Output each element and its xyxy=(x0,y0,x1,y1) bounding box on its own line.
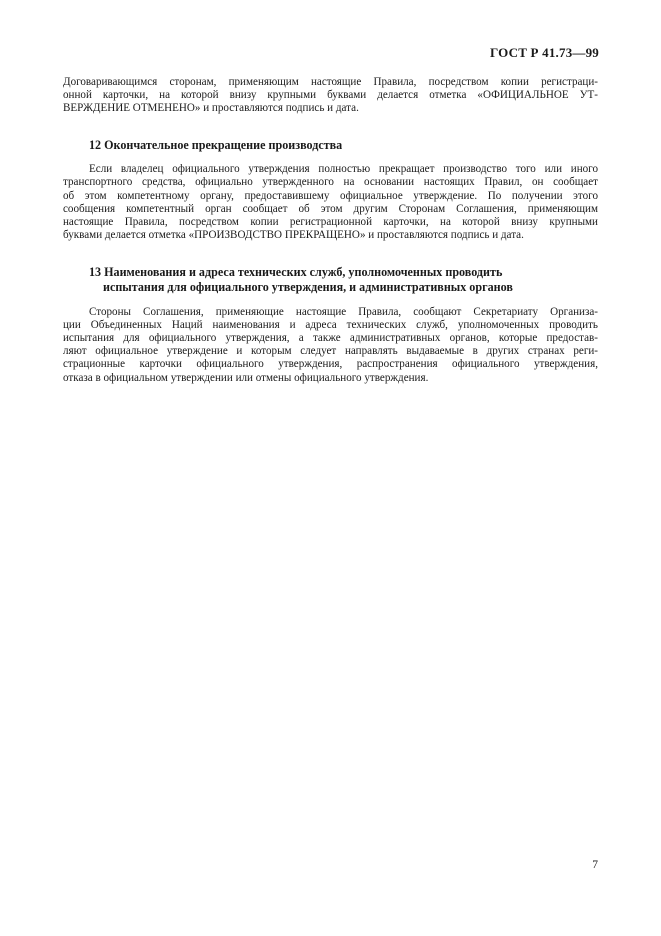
text-line: об этом компетентному органу, предоставившему официальное утверждение. По получении этого xyxy=(63,189,598,202)
text-line: ляют официальное утверждение и которым следует направлять выдаваемые в других странах реги- xyxy=(63,345,598,358)
text-line: буквами делается отметка «ПРОИЗВОДСТВО ПРЕКРАЩЕНО» и проставляются подпись и дата. xyxy=(63,229,524,242)
text-line: ции Объединенных Наций наименования и адреса технических служб, уполномоченных проводить xyxy=(63,318,598,331)
text-line: онной карточки, на которой внизу крупными буквами делается отметка «ОФИЦИАЛЬНОЕ УТ- xyxy=(63,89,598,102)
section-13-paragraph xyxy=(63,306,598,385)
text-line: страционные карточки официального утверждения, распространения официального утверждения, xyxy=(63,358,598,371)
heading-line: испытания для официального утверждения, и административных органов xyxy=(103,280,513,295)
text-line: настоящие Правила, посредством копии регистрационной карточки, на которой внизу крупными xyxy=(63,216,598,229)
text-line: ВЕРЖДЕНИЕ ОТМЕНЕНО» и проставляются подпись и дата. xyxy=(63,102,359,115)
heading-line: 12 Окончательное прекращение производства xyxy=(89,137,343,152)
text-line: испытания для официального утверждения, а также административных органов, которые предостав- xyxy=(63,332,598,345)
text-line: отказа в официальном утверждении или отмены официального утверждения. xyxy=(63,371,429,384)
text-line: Стороны Соглашения, применяющие настоящие Правила, сообщают Секретариату Организа- xyxy=(89,305,598,318)
text-line: транспортного средства, официально утвержденного на основании настоящих Правил, он сообщает xyxy=(63,176,598,189)
section-13-heading xyxy=(63,265,598,294)
section-12-paragraph xyxy=(63,163,598,242)
heading-line: 13 Наименования и адреса технических служб, уполномоченных проводить xyxy=(89,265,503,280)
document-code: ГОСТ Р 41.73—99 xyxy=(490,45,599,60)
section-12-heading xyxy=(63,138,598,153)
intro-paragraph xyxy=(63,76,598,116)
page-content xyxy=(63,76,598,385)
text-line: Если владелец официального утверждения полностью прекращает производство того или иного xyxy=(89,163,598,176)
text-line: сообщения компетентный орган сообщает об этом другим Сторонам Соглашения, применяющим xyxy=(63,202,598,215)
page-number: 7 xyxy=(592,859,598,871)
text-line: Договаривающимся сторонам, применяющим настоящие Правила, посредством копии регистраци- xyxy=(63,76,598,88)
